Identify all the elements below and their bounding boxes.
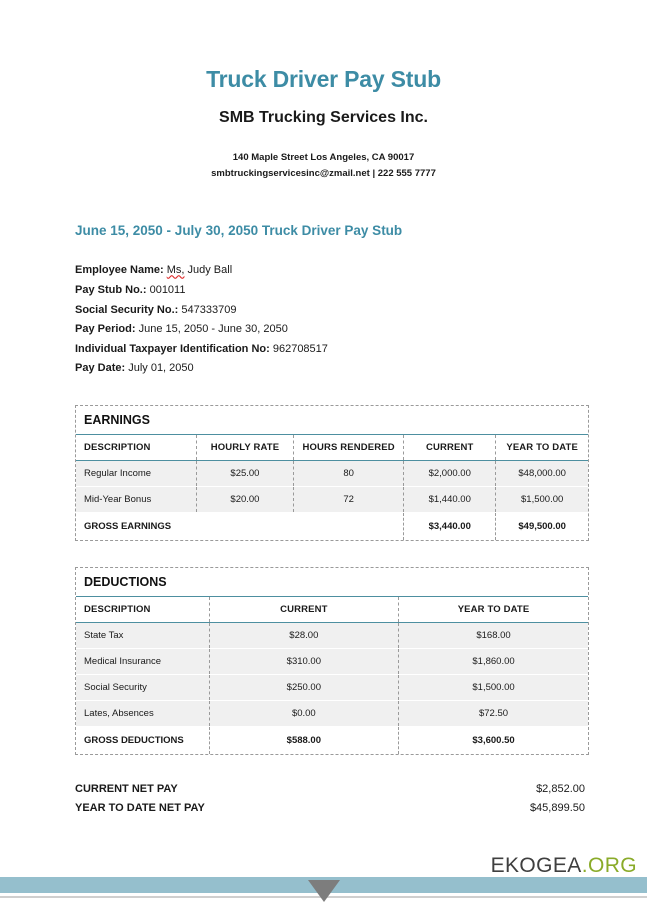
deductions-table-header-row — [76, 596, 588, 622]
itin-row — [75, 340, 589, 360]
table-row — [76, 460, 588, 486]
employee-name-row — [75, 261, 589, 281]
earnings-row-0-current: $2,000.00 — [404, 460, 496, 486]
earnings-row-0-description: Regular Income — [76, 460, 196, 486]
document-header — [0, 0, 647, 181]
earnings-col-ytd: YEAR TO DATE — [496, 434, 588, 460]
deductions-table — [76, 596, 588, 754]
current-net-pay-row — [75, 780, 589, 799]
earnings-section-title: EARNINGS — [84, 412, 150, 427]
earnings-row-1-hours: 72 — [294, 486, 404, 512]
brand-tld: .ORG — [581, 854, 637, 877]
deductions-total-current: $588.00 — [209, 726, 398, 754]
pay-stub-no-label: Pay Stub No.: — [75, 283, 147, 296]
earnings-total-current: $3,440.00 — [404, 512, 496, 540]
pay-period-value: June 15, 2050 - June 30, 2050 — [138, 323, 288, 336]
deductions-row-3-ytd: $72.50 — [399, 700, 588, 726]
current-net-pay-label: CURRENT NET PAY — [75, 782, 178, 795]
earnings-total-row — [76, 512, 588, 540]
deductions-row-0-description: State Tax — [76, 622, 209, 648]
table-row — [76, 486, 588, 512]
deductions-total-ytd: $3,600.50 — [399, 726, 588, 754]
earnings-row-1-hourly-rate: $20.00 — [196, 486, 293, 512]
deductions-total-row — [76, 726, 588, 754]
employee-name-label: Employee Name: — [75, 264, 164, 277]
earnings-row-1-ytd: $1,500.00 — [496, 486, 588, 512]
earnings-col-hours-rendered: HOURS RENDERED — [294, 434, 404, 460]
earnings-total-ytd: $49,500.00 — [496, 512, 588, 540]
deductions-row-2-description: Social Security — [76, 674, 209, 700]
deductions-row-3-current: $0.00 — [209, 700, 398, 726]
earnings-col-current: CURRENT — [404, 434, 496, 460]
page-title: Truck Driver Pay Stub — [206, 66, 441, 92]
document-body — [0, 223, 647, 817]
table-row — [76, 700, 588, 726]
current-net-pay-value: $2,852.00 — [536, 782, 585, 795]
deductions-col-current: CURRENT — [209, 596, 398, 622]
pay-period-heading: June 15, 2050 - July 30, 2050 Truck Driver Pay Stub — [75, 223, 403, 239]
deductions-col-ytd: YEAR TO DATE — [399, 596, 588, 622]
deductions-row-1-ytd: $1,860.00 — [399, 648, 588, 674]
deductions-section-title: DEDUCTIONS — [84, 574, 167, 589]
ytd-net-pay-row — [75, 799, 589, 818]
company-name: SMB Trucking Services Inc. — [219, 109, 428, 126]
social-security-no-row — [75, 301, 589, 321]
employee-details — [75, 261, 589, 378]
table-row — [76, 674, 588, 700]
earnings-row-1-description: Mid-Year Bonus — [76, 486, 196, 512]
deductions-row-3-description: Lates, Absences — [76, 700, 209, 726]
earnings-section — [75, 405, 589, 541]
net-pay-summary — [75, 780, 589, 818]
company-contact-block — [0, 150, 647, 181]
deductions-row-0-ytd: $168.00 — [399, 622, 588, 648]
deductions-row-2-current: $250.00 — [209, 674, 398, 700]
social-security-no-value: 547333709 — [181, 303, 237, 316]
itin-value: 962708517 — [272, 342, 328, 355]
earnings-total-hours — [294, 512, 404, 540]
table-row — [76, 648, 588, 674]
earnings-row-1-current: $1,440.00 — [404, 486, 496, 512]
deductions-row-1-description: Medical Insurance — [76, 648, 209, 674]
company-address: 140 Maple Street Los Angeles, CA 90017 — [232, 152, 415, 163]
ytd-net-pay-value: $45,899.50 — [529, 801, 585, 814]
social-security-no-label: Social Security No.: — [75, 303, 179, 316]
deductions-section — [75, 567, 589, 755]
earnings-row-0-ytd: $48,000.00 — [496, 460, 588, 486]
company-contact: smbtruckingservicesinc@zmail.net | 222 555 7777 — [211, 167, 436, 179]
pay-stub-no-value: 001011 — [149, 283, 186, 296]
deductions-total-label: GROSS DEDUCTIONS — [76, 726, 209, 754]
table-row — [76, 622, 588, 648]
pay-stub-no-row — [75, 281, 589, 301]
earnings-col-description: DESCRIPTION — [76, 434, 196, 460]
itin-label: Individual Taxpayer Identification No: — [75, 342, 270, 355]
pay-period-label: Pay Period: — [75, 323, 136, 336]
earnings-total-label: GROSS EARNINGS — [76, 512, 196, 540]
scroll-down-triangle-icon[interactable] — [308, 880, 340, 902]
earnings-col-hourly-rate: HOURLY RATE — [196, 434, 293, 460]
earnings-table — [76, 434, 588, 540]
ytd-net-pay-label: YEAR TO DATE NET PAY — [75, 801, 205, 814]
earnings-table-header-row — [76, 434, 588, 460]
earnings-total-hourly-rate — [196, 512, 293, 540]
earnings-row-0-hourly-rate: $25.00 — [196, 460, 293, 486]
earnings-row-0-hours: 80 — [294, 460, 404, 486]
brand-name: EKOGEA — [490, 854, 582, 877]
brand-watermark — [491, 854, 637, 878]
deductions-col-description: DESCRIPTION — [76, 596, 209, 622]
employee-name-value: Judy Ball — [184, 264, 233, 277]
deductions-row-0-current: $28.00 — [209, 622, 398, 648]
pay-date-row — [75, 359, 589, 379]
pay-period-row — [75, 320, 589, 340]
deductions-row-1-current: $310.00 — [209, 648, 398, 674]
deductions-row-2-ytd: $1,500.00 — [399, 674, 588, 700]
pay-date-label: Pay Date: — [75, 362, 126, 375]
employee-name-title: Ms, — [166, 264, 185, 277]
pay-date-value: July 01, 2050 — [128, 362, 194, 375]
